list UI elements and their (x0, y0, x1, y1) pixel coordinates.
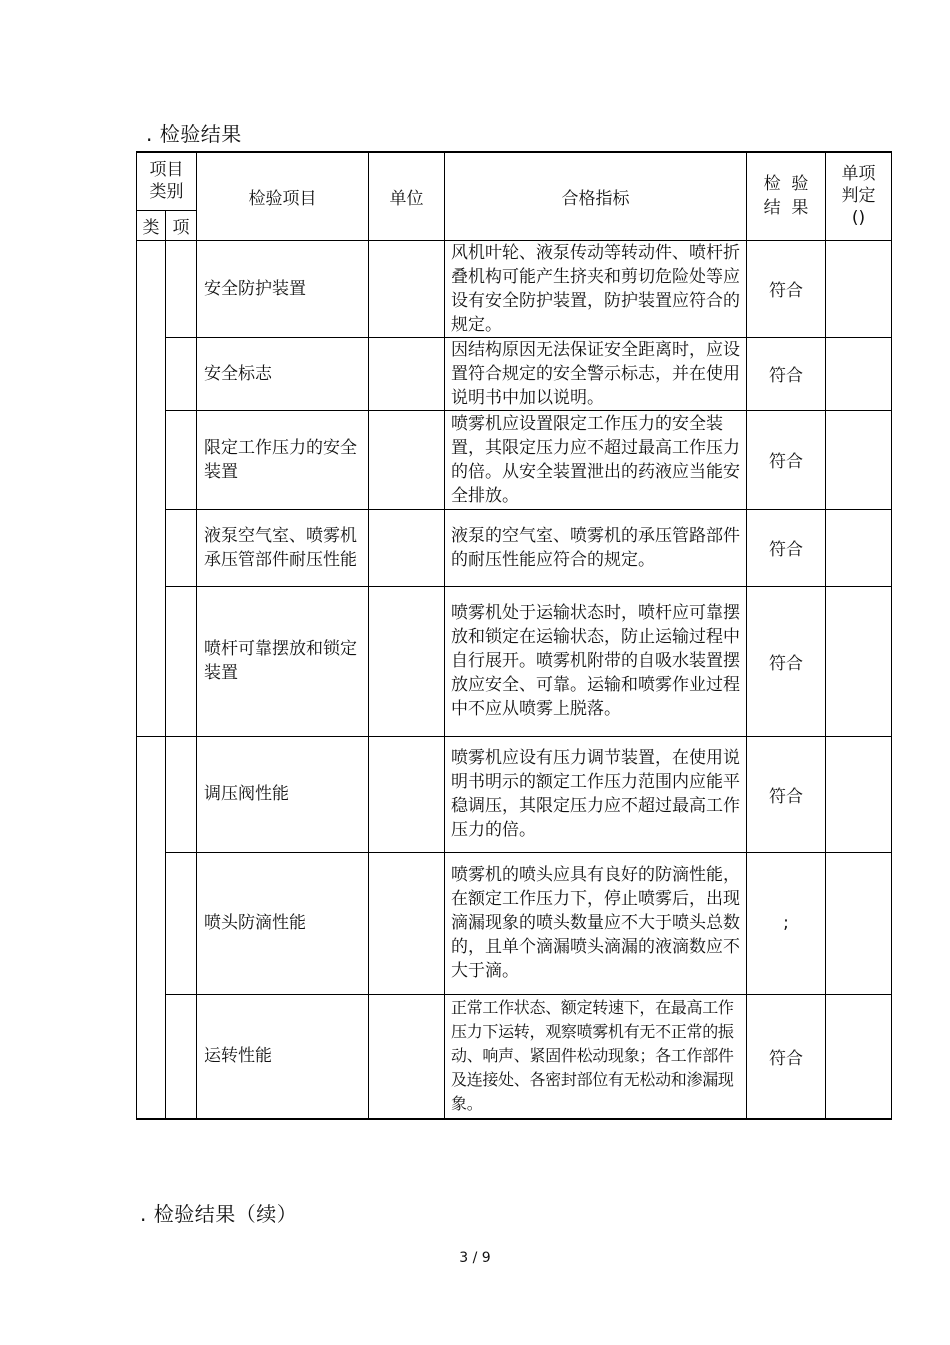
result: 符合 (747, 586, 826, 736)
table-row (137, 509, 892, 586)
inspection-item: 调压阀性能 (197, 736, 369, 852)
page-number: 3 / 9 (459, 1250, 491, 1266)
unit-cell (369, 586, 445, 736)
judgment-cell (826, 509, 892, 586)
inspection-item: 限定工作压力的安全装置 (197, 410, 369, 509)
judgment-cell (826, 410, 892, 509)
header-item: 项 (166, 210, 197, 240)
unit-cell (369, 240, 445, 337)
criteria: 风机叶轮、液泵传动等转动件、喷杆折叠机构可能产生挤夹和剪切危险处等应设有安全防护装置，防护装置应符合的规定。 (445, 240, 747, 337)
table-row (137, 337, 892, 410)
table-row (137, 586, 892, 736)
result: 符合 (747, 994, 826, 1119)
item-number-cell (166, 586, 197, 736)
header-inspection-item: 检验项目 (197, 152, 369, 240)
table-row (137, 410, 892, 509)
section-title: . 检验结果 (146, 122, 242, 146)
table-row (137, 994, 892, 1119)
unit-cell (369, 337, 445, 410)
unit-cell (369, 509, 445, 586)
item-number-cell (166, 240, 197, 337)
item-number-cell (166, 410, 197, 509)
inspection-item: 运转性能 (197, 994, 369, 1119)
item-number-cell (166, 994, 197, 1119)
inspection-item: 喷头防滴性能 (197, 852, 369, 994)
class-cell (137, 240, 166, 736)
judgment-cell (826, 994, 892, 1119)
table-row (137, 852, 892, 994)
item-number-cell (166, 337, 197, 410)
header-result: 检 验 结 果 (747, 152, 826, 240)
result: 符合 (747, 509, 826, 586)
item-number-cell (166, 509, 197, 586)
header-unit: 单位 (369, 152, 445, 240)
result: 符合 (747, 240, 826, 337)
continued-section-title: . 检验结果（续） (140, 1202, 298, 1226)
unit-cell (369, 736, 445, 852)
criteria: 喷雾机的喷头应具有良好的防滴性能，在额定工作压力下，停止喷雾后，出现滴漏现象的喷头数量应不大于喷头总数的，且单个滴漏喷头滴漏的液滴数应不大于滴。 (445, 852, 747, 994)
unit-cell (369, 994, 445, 1119)
inspection-item: 喷杆可靠摆放和锁定装置 (197, 586, 369, 736)
header-category: 项目类别 (137, 152, 197, 210)
inspection-item: 安全标志 (197, 337, 369, 410)
header-judgment: 单项判定() (826, 152, 892, 240)
judgment-cell (826, 736, 892, 852)
result: ; (747, 852, 826, 994)
inspection-item: 液泵空气室、喷雾机承压管部件耐压性能 (197, 509, 369, 586)
inspection-item: 安全防护装置 (197, 240, 369, 337)
header-class: 类 (137, 210, 166, 240)
result: 符合 (747, 337, 826, 410)
criteria: 液泵的空气室、喷雾机的承压管路部件的耐压性能应符合的规定。 (445, 509, 747, 586)
unit-cell (369, 410, 445, 509)
criteria: 因结构原因无法保证安全距离时，应设置符合规定的安全警示标志，并在使用说明书中加以说明。 (445, 337, 747, 410)
result: 符合 (747, 410, 826, 509)
judgment-cell (826, 337, 892, 410)
judgment-cell (826, 586, 892, 736)
judgment-cell (826, 852, 892, 994)
item-number-cell (166, 736, 197, 852)
table-row (137, 736, 892, 852)
criteria: 喷雾机应设置限定工作压力的安全装置，其限定压力应不超过最高工作压力的倍。从安全装置泄出的药液应当能安全排放。 (445, 410, 747, 509)
judgment-cell (826, 240, 892, 337)
criteria: 喷雾机处于运输状态时，喷杆应可靠摆放和锁定在运输状态，防止运输过程中自行展开。喷雾机附带的自吸水装置摆放应安全、可靠。运输和喷雾作业过程中不应从喷雾上脱落。 (445, 586, 747, 736)
result: 符合 (747, 736, 826, 852)
criteria: 喷雾机应设有压力调节装置，在使用说明书明示的额定工作压力范围内应能平稳调压，其限定压力应不超过最高工作压力的倍。 (445, 736, 747, 852)
inspection-results-table (136, 151, 892, 1120)
header-criteria: 合格指标 (445, 152, 747, 240)
class-cell (137, 736, 166, 1119)
table-row (137, 240, 892, 337)
unit-cell (369, 852, 445, 994)
criteria: 正常工作状态、额定转速下，在最高工作压力下运转，观察喷雾机有无不正常的振动、响声、紧固件松动现象；各工作部件及连接处、各密封部位有无松动和渗漏现象。 (445, 994, 747, 1119)
item-number-cell (166, 852, 197, 994)
